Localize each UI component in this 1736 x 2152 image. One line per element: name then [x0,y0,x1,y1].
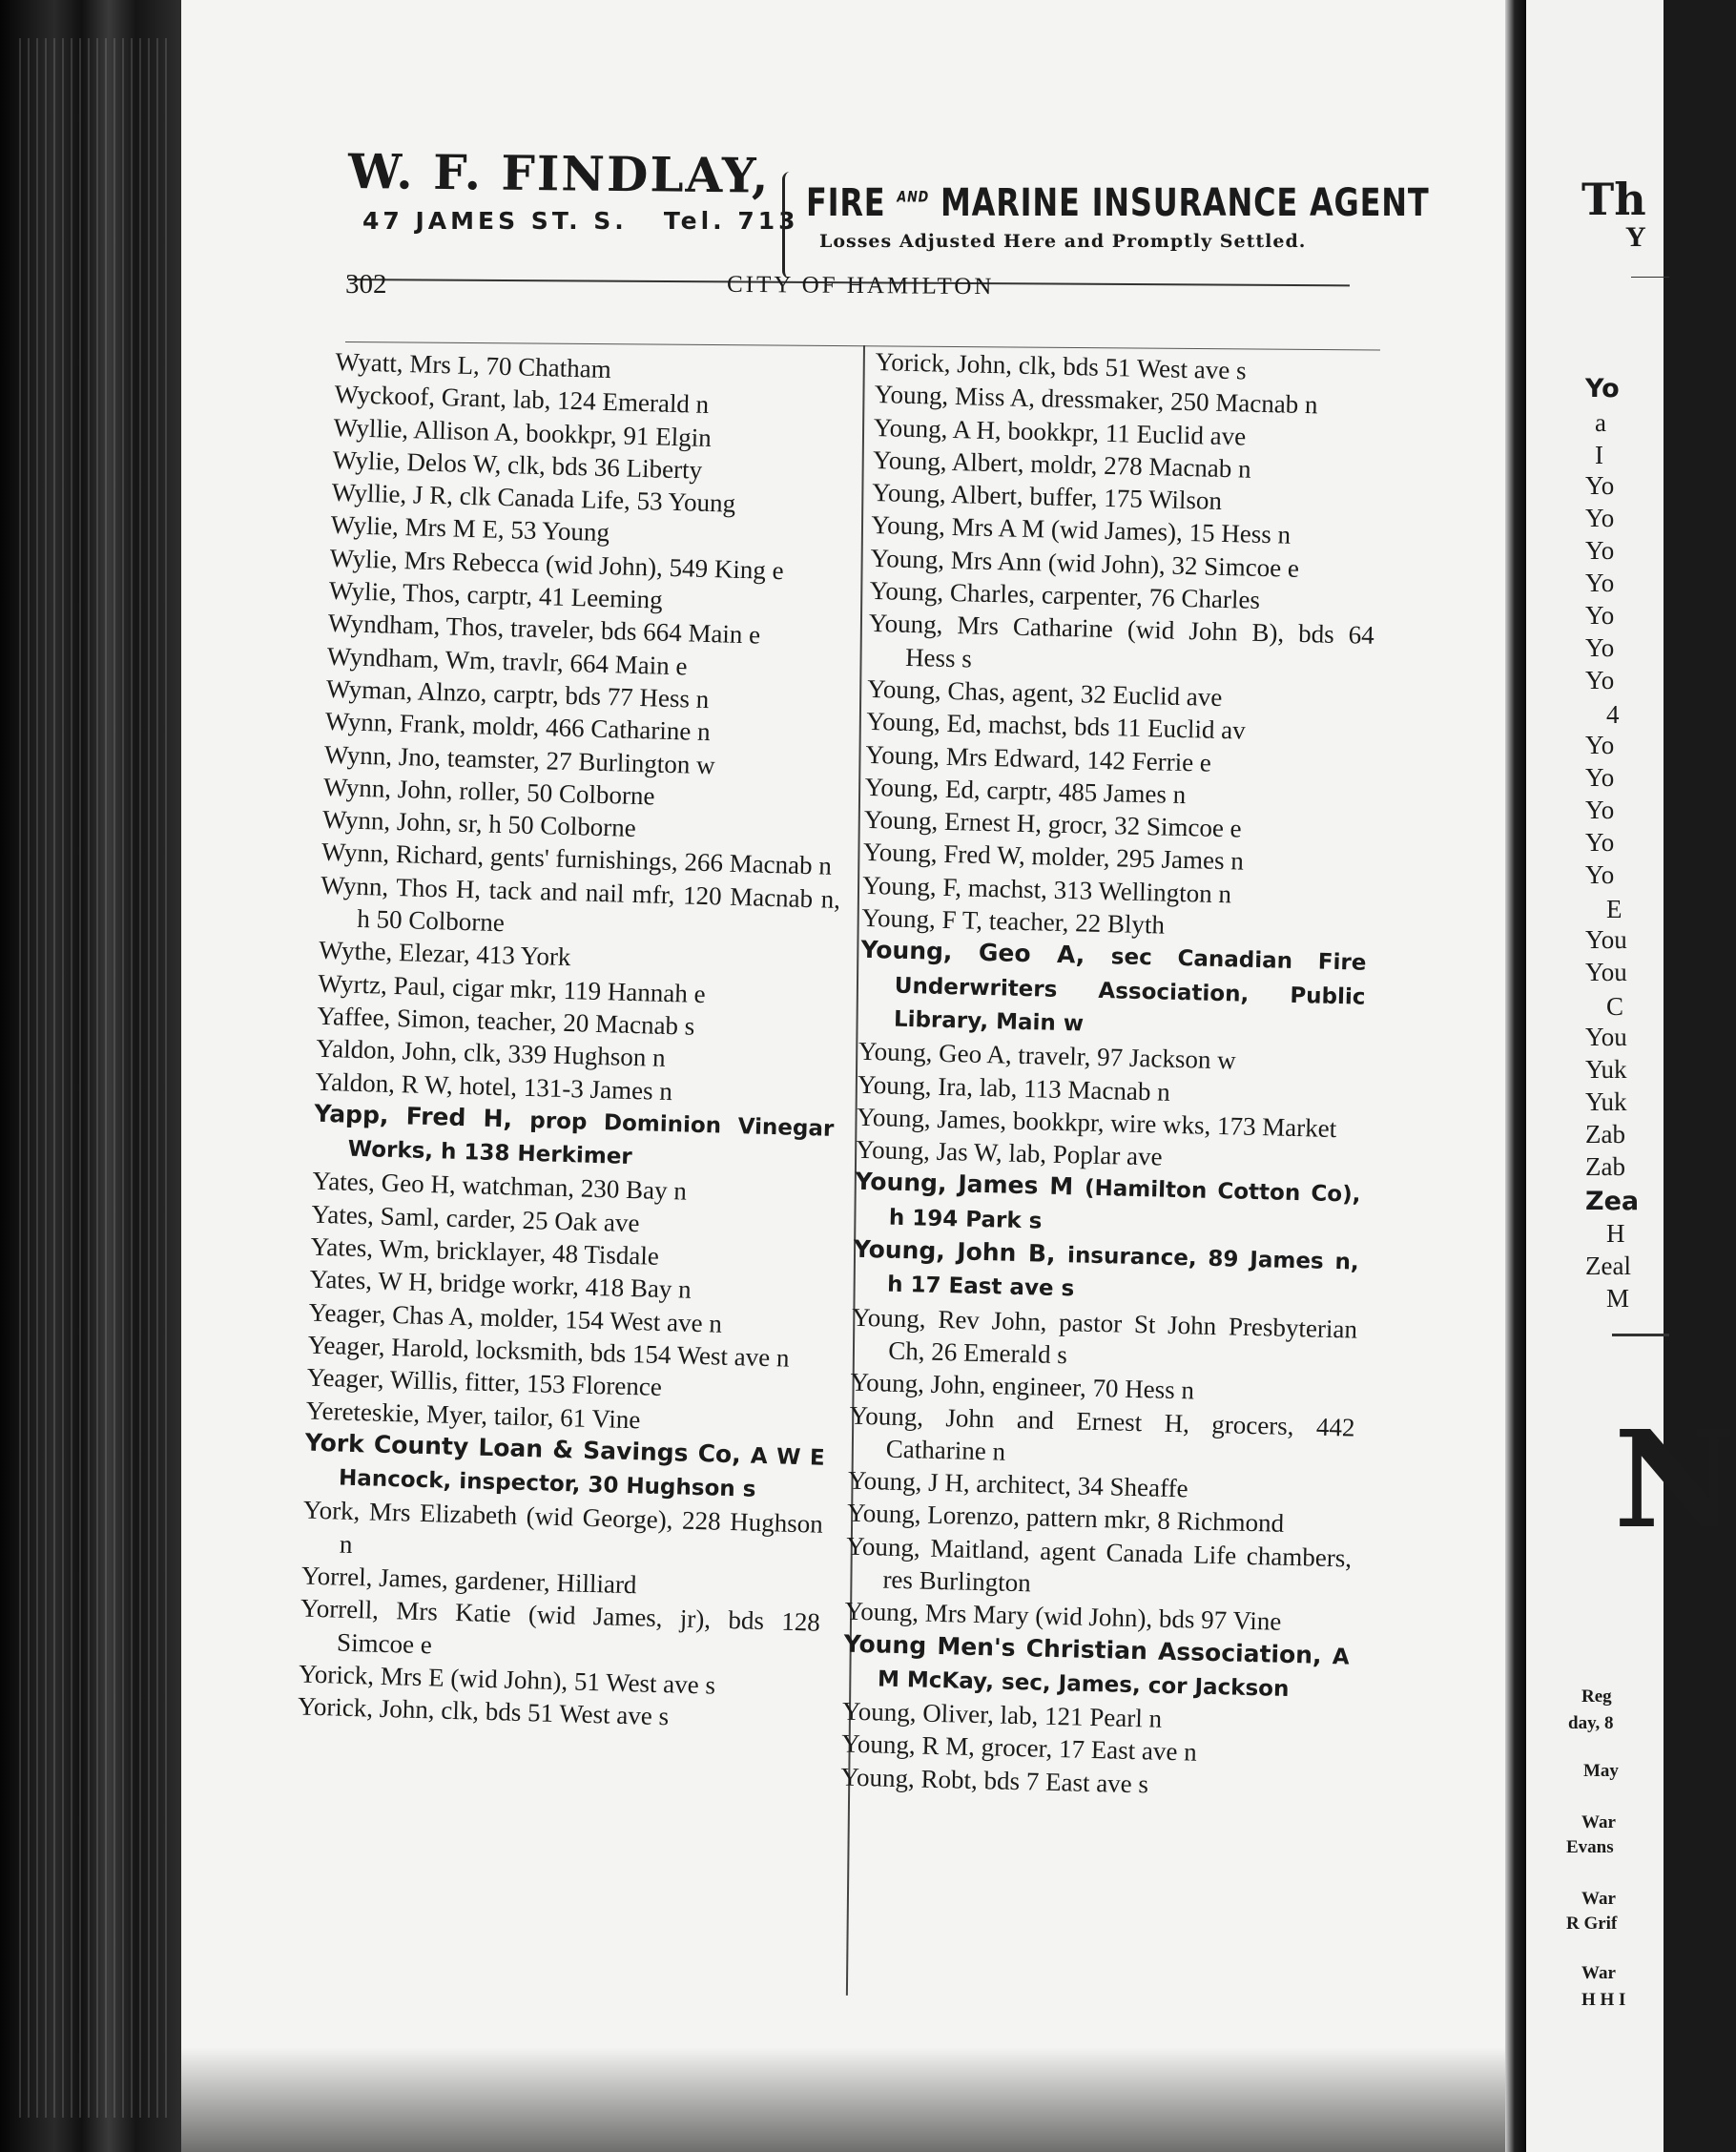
directory-entry: Yaldon, R W, hotel, 131-3 James n [315,1066,673,1106]
ad-left-block [347,143,799,235]
directory-entry: Yates, W H, bridge workr, 418 Bay n [309,1264,692,1305]
next-page-note: R Grif [1566,1914,1618,1934]
next-page-line: Yo [1585,633,1615,662]
next-page-line: I [1595,441,1603,469]
next-page-note: H H I [1581,1990,1626,2010]
directory-entry: Young, Mrs Edward, 142 Ferrie e [865,739,1212,777]
ad-subtitle: Losses Adjusted Here and Promptly Settled. [819,231,1307,252]
directory-entry: Young, A H, bookkpr, 11 Euclid ave [873,412,1247,451]
directory-entry: Yaffee, Simon, teacher, 20 Macnab s [316,1001,695,1041]
next-page-note: Reg [1581,1686,1612,1707]
next-page-line: Zeal [1585,1252,1631,1280]
page-number: 302 [345,269,387,300]
next-page-line: Yo [1585,731,1615,759]
next-page-line: Yo [1585,796,1615,824]
next-page-line: Yo [1585,763,1615,792]
ad-address-line [348,207,799,235]
directory-entry: Wyman, Alnzo, carptr, bds 77 Hess n [325,673,710,714]
next-page-line: Yo [1585,504,1615,532]
directory-entry: Young, Mrs Catharine (wid John B), bds 64 Hess s [868,609,1375,673]
entry-bold-name: York County Loan & Savings Co, [304,1428,742,1469]
directory-entry: Young, Albert, buffer, 175 Wilson [871,478,1223,516]
directory-entry: Wyndham, Wm, travlr, 664 Main e [326,641,688,681]
next-page-line: Yo [1585,666,1615,694]
directory-entry: Wylie, Mrs Rebecca (wid John), 549 King e [329,543,785,585]
ad-right-block [806,181,1430,252]
next-page-line: H [1606,1219,1625,1248]
next-page-line: Yuk [1585,1055,1627,1084]
entry-details: sec Canadian Fire Underwriters Association, Public Library, Main w [893,944,1367,1037]
running-title: CITY OF HAMILTON [726,271,995,300]
directory-entry: Young, Geo A, travelr, 97 Jackson w [858,1037,1237,1075]
page-shadow [181,2047,1526,2152]
directory-entry [853,1233,1360,1314]
next-page-rule-mid [1612,1334,1669,1336]
directory-entry: Young, Mrs Ann (wid John), 32 Simcoe e [870,543,1300,583]
entry-details: A W E Hancock, inspector, 30 Hughson s [338,1443,825,1502]
directory-entry: York, Mrs Elizabeth (wid George), 228 Hughson n [302,1495,824,1559]
directory-entry [854,1166,1361,1246]
directory-entry: Wyllie, J R, clk Canada Life, 53 Young [331,478,736,518]
directory-entry: Wyndham, Thos, traveler, bds 664 Main e [327,609,761,650]
next-page-line: Yo [1585,860,1615,889]
next-page-line: Yo [1585,601,1615,630]
ad-title-and: AND [897,187,930,206]
directory-entry: Yates, Wm, bricklayer, 48 Tisdale [310,1231,660,1271]
next-page-line: Zab [1585,1152,1625,1181]
next-page-line: 4 [1606,700,1620,729]
ad-title-rest: MARINE INSURANCE AGENT [940,181,1430,225]
directory-entry: Young, J H, architect, 34 Sheaffe [847,1465,1188,1503]
directory-entry: Young, Ira, lab, 113 Macnab n [857,1069,1171,1107]
directory-entry: Young, Robt, bds 7 East ave s [839,1762,1149,1799]
next-page-line: Yo [1585,471,1615,500]
running-head [345,269,1385,317]
book-gutter [1505,0,1526,2152]
directory-entry: Yates, Saml, carder, 25 Oak ave [311,1199,640,1237]
next-page-note: Evans [1566,1837,1614,1857]
next-page-line: E [1606,895,1622,923]
directory-entry: Wynn, John, roller, 50 Colborne [322,772,655,811]
directory-entry: Young, Albert, moldr, 278 Macnab n [872,445,1251,484]
next-page-line: Yo [1585,374,1620,404]
next-page-line: Yo [1585,536,1615,565]
next-page-line: You [1585,1023,1627,1051]
directory-entry: Wyllie, Allison A, bookkpr, 91 Elgin [333,412,713,452]
page-stack-edges [19,38,172,2118]
directory-entry: Young, Oliver, lab, 121 Pearl n [841,1696,1163,1733]
next-page-line: Zea [1585,1187,1640,1216]
ad-title [806,181,1430,225]
entry-details: A M McKay, sec, James, cor Jackson [877,1644,1350,1702]
entry-bold-name: Yapp, Fred H, [314,1099,513,1133]
directory-entry: Yates, Geo H, watchman, 230 Bay n [312,1167,688,1207]
next-page-line: Yuk [1585,1087,1627,1116]
directory-entry: Wyrtz, Paul, cigar mkr, 119 Hannah e [317,968,707,1008]
next-page-fragment [1526,0,1736,2152]
directory-entry: Young, Chas, agent, 32 Euclid ave [866,673,1223,712]
directory-entry: Yeager, Harold, locksmith, bds 154 West ave n [307,1330,790,1373]
directory-entry: Young, John and Ernest H, grocers, 442 Catharine n [849,1400,1355,1466]
book-edge-left [0,0,181,2152]
directory-entry: Wythe, Elezar, 413 York [318,936,571,972]
ad-agent-name: W. F. FINDLAY, [347,143,771,204]
directory-entry: Young, Miss A, dressmaker, 250 Macnab n [874,380,1318,420]
next-page-line: Yo [1585,569,1615,597]
directory-entry: Young, Maitland, agent Canada Life chambers, res Burlington [845,1531,1353,1598]
directory-entry: Wynn, Jno, teamster, 27 Burlington w [323,739,716,779]
directory-entry: Wynn, Richard, gents' furnishings, 266 Macnab n [320,838,833,881]
entry-details: insurance, 89 James n, h 17 East ave s [886,1243,1359,1302]
directory-entry: Young, Fred W, molder, 295 James n [862,838,1245,877]
next-page-line: C [1606,992,1624,1021]
next-page-rule-top [1631,277,1669,278]
directory-entry: Yorick, John, clk, bds 51 West ave s [297,1691,670,1731]
directory-entry: Young, Charles, carpenter, 76 Charles [869,576,1261,614]
directory-entry: Wylie, Mrs M E, 53 Young [330,510,610,548]
entry-bold-name: Young, James M [855,1168,1074,1201]
directory-entry: Young, Mrs A M (wid James), 15 Hess n [871,510,1292,550]
next-page-note: May [1583,1761,1619,1781]
directory-entry: Yeager, Willis, fitter, 153 Florence [306,1362,663,1402]
directory-entry: Young, James, bookkpr, wire wks, 173 Market [856,1102,1337,1143]
next-page-note: War [1581,1963,1616,1983]
next-page-line: You [1585,925,1627,954]
ad-brace-divider [782,172,798,279]
directory-entry: Young, F T, teacher, 22 Blyth [860,902,1166,940]
next-page-line: Yo [1585,828,1615,857]
directory-entry: Wynn, Frank, moldr, 466 Catharine n [324,707,711,747]
left-column [298,345,856,1737]
directory-entry: Wyckoof, Grant, lab, 124 Emerald n [334,380,710,420]
next-page-line: You [1585,958,1627,986]
directory-entry: Young, R M, grocer, 17 East ave n [840,1729,1198,1768]
next-page-line: Zab [1585,1120,1625,1148]
next-page-line: a [1595,408,1606,437]
next-page-note: day, 8 [1568,1713,1614,1733]
entry-bold-name: Young, Geo A, [860,936,1085,969]
directory-entry: Yaldon, John, clk, 339 Hughson n [315,1033,666,1073]
directory-entry: Wynn, John, sr, h 50 Colborne [321,804,637,843]
entry-bold-name: Young, John B, [853,1234,1056,1268]
right-column [840,345,1381,1806]
next-page-head-2: Y [1625,221,1646,253]
directory-entry: Young, Mrs Mary (wid John), bds 97 Vine [844,1596,1282,1637]
directory-entry: Yorrel, James, gardener, Hilliard [300,1561,637,1600]
entry-details: prop Dominion Vinegar Works, h 138 Herkimer [347,1107,835,1170]
ad-title-fire: FIRE [806,181,886,225]
directory-entry: Young, Ernest H, grocr, 32 Simcoe e [863,805,1242,843]
directory-entry: Wylie, Delos W, clk, bds 36 Liberty [332,445,703,485]
directory-entry: Wyatt, Mrs L, 70 Chatham [335,346,612,384]
ad-telephone: Tel. 713 [663,207,799,235]
next-page-head-1: Th [1581,174,1646,225]
directory-entry: Yorrell, Mrs Katie (wid James, jr), bds 128 Simcoe e [300,1593,821,1659]
directory-entry: Yereteskie, Myer, tailor, 61 Vine [305,1396,641,1434]
directory-entry: Young, John, engineer, 70 Hess n [850,1367,1195,1405]
directory-entry: Young, Ed, machst, bds 11 Euclid av [866,707,1247,745]
directory-entry [842,1627,1350,1707]
entry-bold-name: Young Men's Christian Association, [843,1629,1322,1669]
next-page-big-letter: N [1614,1402,1736,1559]
directory-entry: Wynn, Thos H, tack and nail mfr, 120 Macnab n, h 50 Colborne [320,870,841,938]
directory-entry: Yorick, John, clk, bds 51 West ave s [875,346,1247,385]
directory-entry: Yorick, Mrs E (wid John), 51 West ave s [298,1659,716,1700]
next-page-note: War [1581,1812,1616,1832]
directory-entry: Young, Lorenzo, pattern mkr, 8 Richmond [846,1499,1285,1539]
directory-entry: Young, F, machst, 313 Wellington n [861,870,1232,909]
next-page-line: M [1606,1284,1630,1313]
entry-details: (Hamilton Cotton Co), h 194 Park s [888,1176,1361,1234]
directory-entry: Wylie, Thos, carptr, 41 Leeming [328,575,664,614]
ad-address: 47 JAMES ST. S. [362,207,628,235]
directory-entry: Young, Rev John, pastor St John Presbyterian Ch, 26 Emerald s [851,1302,1358,1370]
next-page-note: War [1581,1889,1616,1909]
directory-entry: Young, Ed, carptr, 485 James n [864,772,1187,809]
directory-entry [858,934,1366,1047]
directory-entry: Yeager, Chas A, molder, 154 West ave n [308,1297,723,1338]
directory-entry: Young, Jas W, lab, Poplar ave [856,1134,1163,1171]
